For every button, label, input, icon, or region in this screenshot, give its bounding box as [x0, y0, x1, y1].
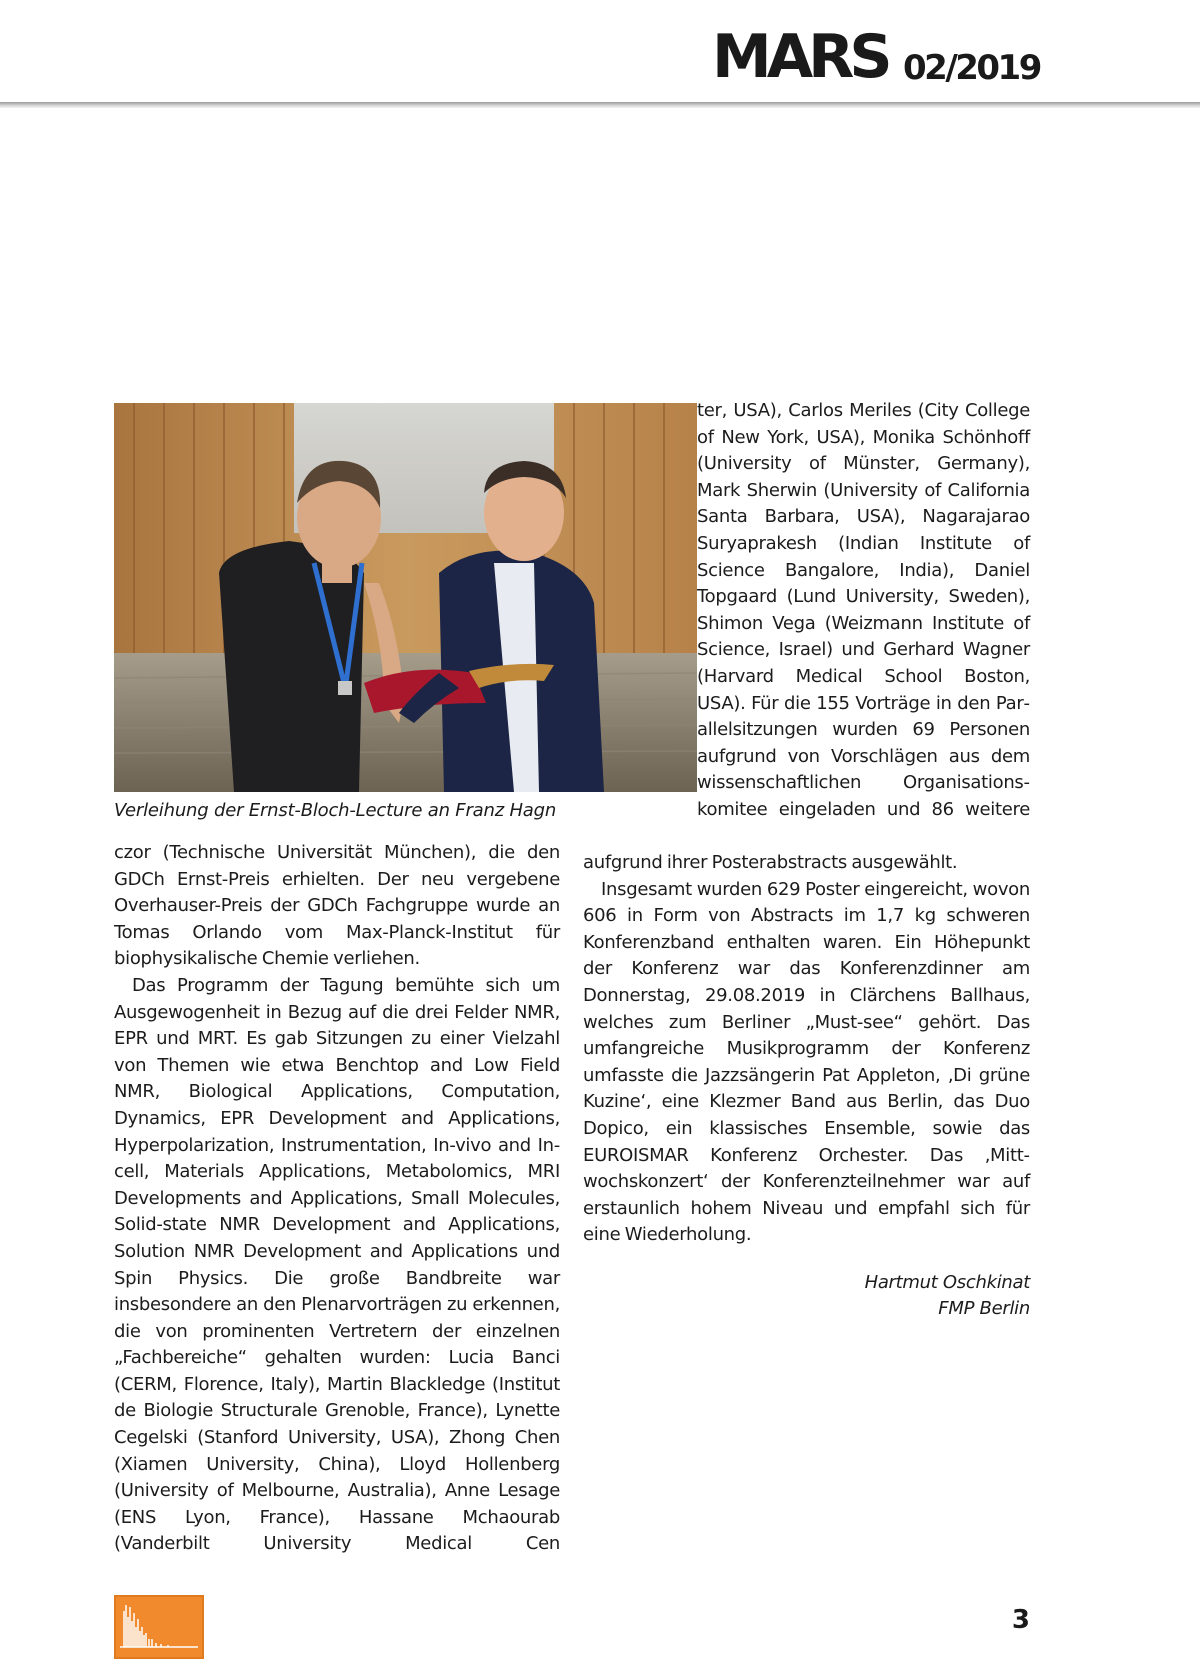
masthead: [0, 0, 1200, 108]
author-name: Hartmut Oschkinat: [864, 1272, 1030, 1293]
article-right-column-top: [697, 398, 1030, 824]
paragraph: czor (Technische Universität München), die den GDCh Ernst-Preis erhielten. Der neu vergebene Overhauser-Preis der GDCh Fachgruppe wurde an Tomas Orlando vom Max-Planck-Institut für biophysikalische Chemie verliehen.: [114, 842, 560, 970]
photo-caption: Verleihung der Ernst-Bloch-Lecture an Franz Hagn: [114, 800, 557, 821]
issue-number: 02/2019: [903, 48, 1040, 88]
author-affiliation: FMP Berlin: [938, 1298, 1030, 1319]
paragraph: Insgesamt wurden 629 Poster eingereicht, wovon 606 in Form von Abstracts im 1,7 kg schweren Konferenzband enthalten waren. Ein Höhepunkt der Konferenz war das Konferenzdinner am Donnerstag, 29.08.2019 in Clärchens Ballhaus, welches zum Berliner „Must-see“ gehört. Das umfangreiche Musikprogramm der Konferenz umfasste die Jazzsängerin Pat Appleton, ‚Di grüne Kuzine‘, eine Klezmer Band aus Berlin, das Duo Dopico, ein klassisches Ensemble, sowie das EUROISMAR Konferenz Orchester. Das ‚Mittwochskonzert‘ der Konferenzteilnehmer war auf erstaunlich hohem Niveau und empfahl sich für eine Wiederholung.: [583, 878, 1030, 1246]
page-number: 3: [1011, 1605, 1030, 1635]
article-right-column-bottom: [583, 850, 1030, 1249]
author-signature: [760, 1270, 1030, 1322]
paragraph: ter, USA), Carlos Meriles (City College of New York, USA), Monika Schönhoff (University of Münster, Germany), Mark Sherwin (University of California Santa Barbara, USA), Nagarajarao Suryaprakesh (Indian Institute of Science Bangalore, India), Daniel Topgaard (Lund University, Sweden), Shimon Vega (Weizmann Institute of Science, Israel) und Gerhard Wagner (Harvard Medical School Boston, USA). Für die 155 Vorträge in den Parallelsitzungen wurden 69 Personen aufgrund von Vorschlägen aus dem wissenschaftlichen Organisationskomitee eingeladen und 86 weitere: [697, 400, 1030, 820]
paragraph: aufgrund ihrer Posterabstracts ausgewählt.: [583, 852, 958, 873]
header-rule: [0, 102, 1200, 108]
award-photo: [114, 403, 697, 792]
article-left-column: [114, 840, 560, 1558]
paragraph: Das Programm der Tagung bemühte sich um Ausgewogenheit in Bezug auf die drei Felder NMR, EPR und MRT. Es gab Sitzungen zu einer Vielzahl von Themen wie etwa Benchtop and Low Field NMR, Biological Applications, Computation, Dynamics, EPR Development and Applications, Hyperpolarization, Instrumentation, In-vivo and In-cell, Materials Applications, Metabolomics, MRI Developments and Applications, Small Molecules, Solid-state NMR Development and Applications, Solution NMR Development and Applications und Spin Physics. Die große Bandbreite war insbesondere an den Plenarvorträgen zu erkennen, die von prominenten Vertretern der einzelnen „Fachbereiche“ gehalten wurden: Lucia Banci (CERM, Florence, Italy), Martin Blackledge (Institut de Biologie Structurale Grenoble, France), Lynette Cegelski (Stanford University, USA), Zhong Chen (Xiamen University, China), Lloyd Hollenberg (University of Melbourne, Australia), Anne Lesage (ENS Lyon, France), Hassane Mchaourab (Vanderbilt University Medical Cen: [114, 974, 560, 1555]
fachgruppe-logo-icon: [114, 1595, 204, 1659]
magazine-title: MARS: [712, 22, 888, 92]
